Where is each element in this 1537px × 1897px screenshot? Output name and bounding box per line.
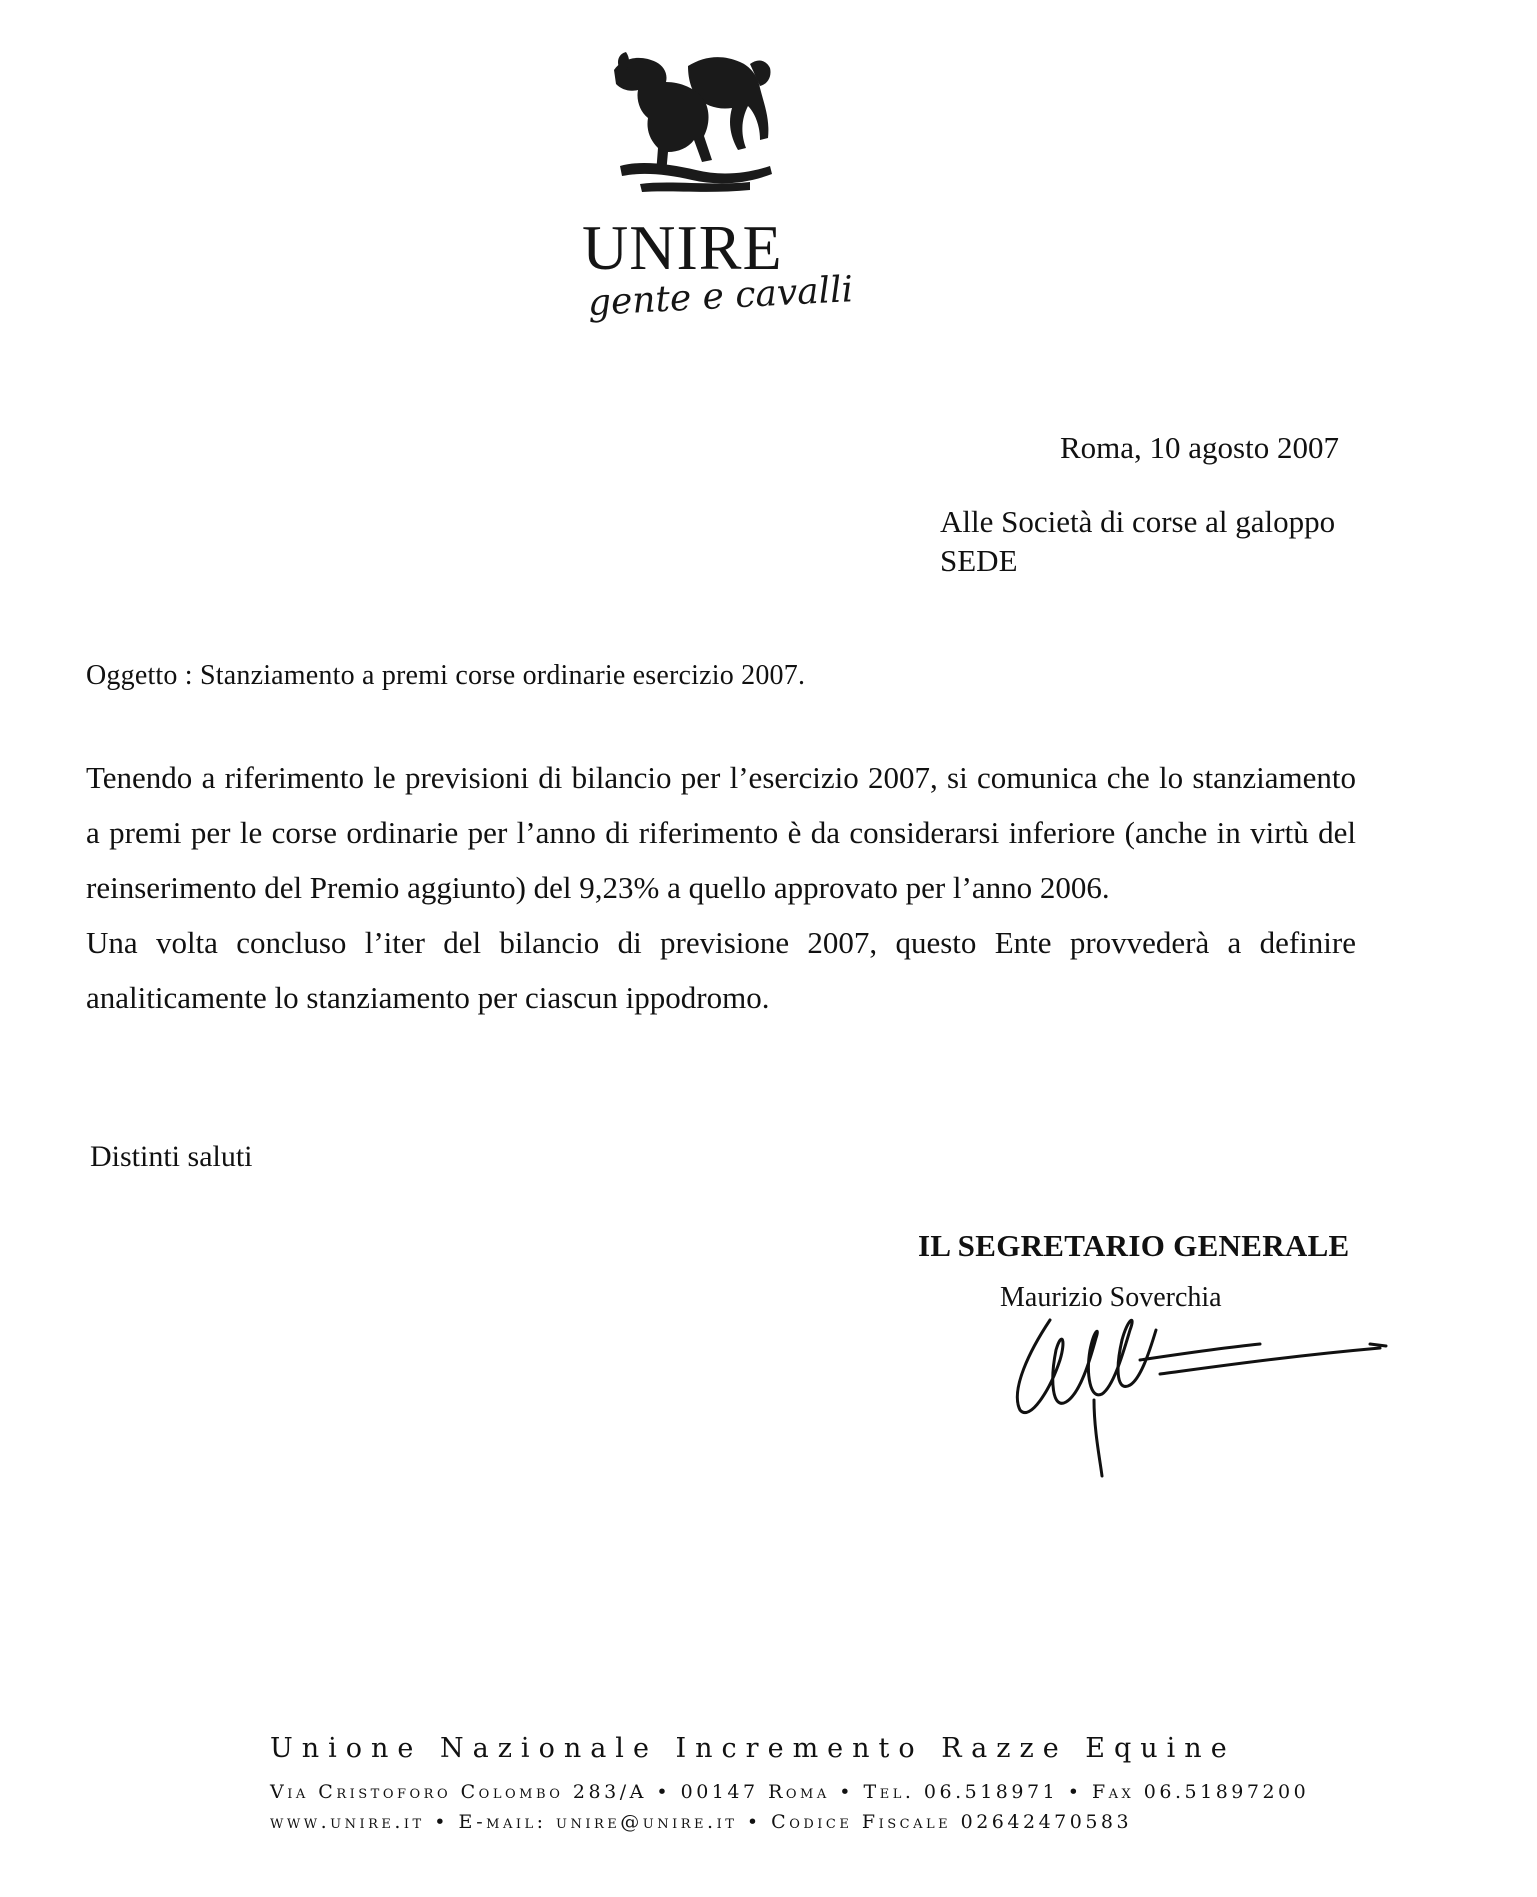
letter-date: Roma, 10 agosto 2007 (1060, 430, 1339, 465)
logo-tagline: gente e cavalli (586, 269, 855, 324)
closing-greeting: Distinti saluti (90, 1140, 253, 1173)
footer-organization: Unione Nazionale Incremento Razze Equine (270, 1733, 1236, 1764)
footer-address: Via Cristoforo Colombo 283/A • 00147 Roma • Tel. 06.518971 • Fax 06.51897200 (270, 1781, 1310, 1803)
recipient-line-2: SEDE (940, 542, 1018, 578)
body-paragraph-2: Una volta concluso l’iter del bilancio di previsione 2007, questo Ente provvederà a definire analiticamente lo stanziamento per ciascun ippodromo. (86, 925, 1356, 1015)
letter-body (86, 750, 1356, 1025)
recipient-block (940, 503, 1335, 581)
unire-logo (560, 48, 860, 328)
footer-contacts: www.unire.it • E-mail: unire@unire.it • Codice Fiscale 02642470583 (270, 1810, 1133, 1833)
signatory-name: Maurizio Soverchia (1000, 1282, 1222, 1313)
signatory-title: IL SEGRETARIO GENERALE (918, 1228, 1350, 1263)
horses-logo-icon (600, 48, 800, 198)
letterhead-footer (270, 1735, 1470, 1835)
letter-subject: Oggetto : Stanziamento a premi corse ordinarie esercizio 2007. (86, 660, 806, 691)
body-paragraph-1: Tenendo a riferimento le previsioni di bilancio per l’esercizio 2007, si comunica che lo stanziamento a premi per le corse ordinarie per l’anno di riferimento è da considerarsi inferiore (anche in virtù del reinserimento del Premio aggiunto) del 9,23% a quello approvato per l’anno 2006. (86, 760, 1356, 905)
logo-brand-text: UNIRE (582, 212, 783, 283)
handwritten-signature-icon (990, 1290, 1410, 1480)
recipient-line-1: Alle Società di corse al galoppo (940, 504, 1336, 539)
